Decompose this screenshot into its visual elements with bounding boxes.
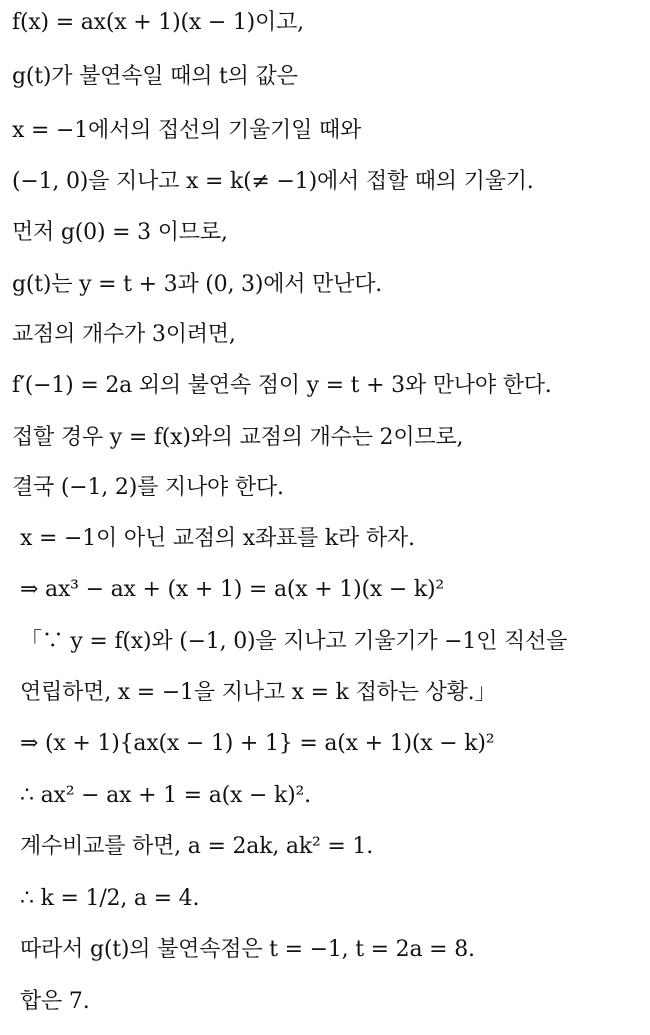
solution-line-8: f′(−1) = 2a 외의 불연속 점이 y = t + 3와 만나야 한다.: [12, 373, 552, 398]
solution-line-6: g(t)는 y = t + 3과 (0, 3)에서 만난다.: [12, 272, 383, 297]
solution-line-10: 결국 (−1, 2)를 지나야 한다.: [12, 475, 284, 500]
solution-line-11: x = −1이 아닌 교점의 x좌표를 k라 하자.: [20, 526, 415, 551]
solution-line-18: ∴ k = 1/2, a = 4.: [20, 886, 200, 911]
solution-line-12: ⇒ ax³ − ax + (x + 1) = a(x + 1)(x − k)²: [20, 577, 444, 602]
solution-line-3: x = −1에서의 접선의 기울기일 때와: [12, 118, 362, 143]
solution-line-16: ∴ ax² − ax + 1 = a(x − k)².: [20, 783, 311, 808]
solution-line-1: f(x) = ax(x + 1)(x − 1)이고,: [12, 10, 304, 35]
solution-line-4: (−1, 0)을 지나고 x = k(≠ −1)에서 접할 때의 기울기.: [12, 169, 534, 194]
solution-line-17: 계수비교를 하면, a = 2ak, ak² = 1.: [20, 834, 373, 859]
solution-line-7: 교점의 개수가 3이려면,: [12, 322, 236, 347]
solution-line-9: 접할 경우 y = f(x)와의 교점의 개수는 2이므로,: [12, 425, 464, 450]
solution-line-2: g(t)가 불연속일 때의 t의 값은: [12, 64, 298, 89]
solution-line-13: 「∵ y = f(x)와 (−1, 0)을 지나고 기울기가 −1인 직선을: [20, 629, 568, 654]
solution-line-15: ⇒ (x + 1){ax(x − 1) + 1} = a(x + 1)(x − k)²: [20, 731, 495, 756]
solution-line-19: 따라서 g(t)의 불연속점은 t = −1, t = 2a = 8.: [20, 937, 475, 962]
solution-line-14: 연립하면, x = −1을 지나고 x = k 접하는 상황.」: [20, 680, 497, 705]
solution-line-5: 먼저 g(0) = 3 이므로,: [12, 220, 228, 245]
solution-line-20: 합은 7.: [20, 989, 90, 1014]
